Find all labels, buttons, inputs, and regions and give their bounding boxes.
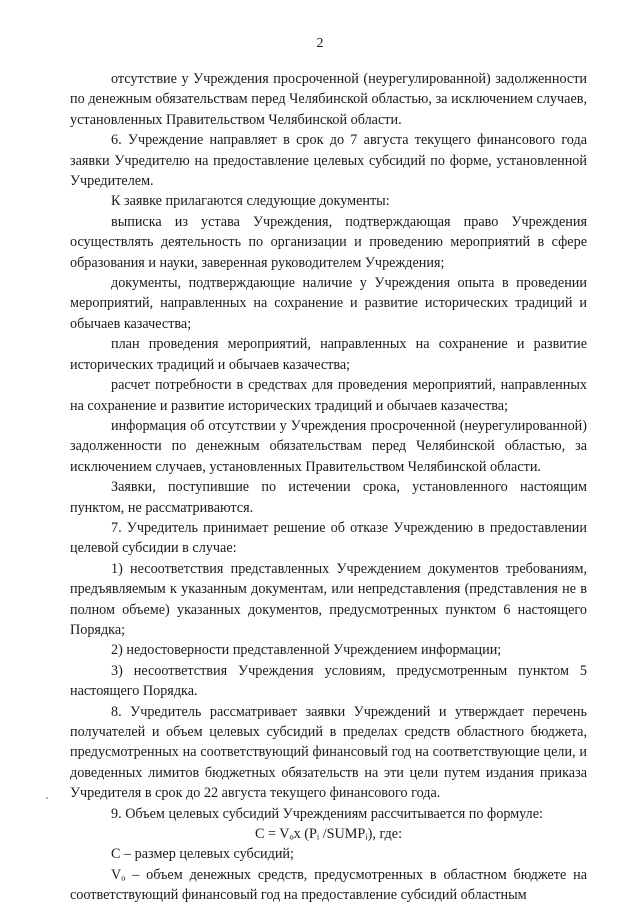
- paragraph-attachments-intro: К заявке прилагаются следующие документы:: [111, 193, 390, 210]
- paragraph-debt-condition: отсутствие у Учреждения просроченной (неурегулированной) задолженности по денежным обязательствам перед Челябинской областью, за исключением случаев, установленных Правительством Челябинской области.: [70, 71, 587, 128]
- paragraph-event-plan: план проведения мероприятий, направленных на сохранение и развитие исторических традиций и обычаев казачества;: [70, 336, 587, 373]
- paragraph-item-7: 7. Учредитель принимает решение об отказе Учреждению в предоставлении целевой субсидии в случае:: [70, 519, 587, 557]
- paragraph-debt-info: информация об отсутствии у Учреждения просроченной (неурегулированной) задолженности по денежным обязательствам перед Челябинской областью, за исключением случаев, установленных Правительством Челябинской области.: [70, 417, 587, 475]
- paragraph-definition-vo: Vₒ – объем денежных средств, предусмотренных в областном бюджете на соответствующий финансовый год на предоставление субсидий областным: [70, 866, 587, 904]
- paragraph-funding-calc: расчет потребности в средствах для проведения мероприятий, направленных на сохранение и развитие исторических традиций и обычаев казачества;: [70, 377, 587, 414]
- paragraph-item-8: 8. Учредитель рассматривает заявки Учреждений и утверждает перечень получателей и объем целевых субсидий в пределах средств областного бюджета, предусмотренных на соответствующий финансовый год на соответствующие цели, и доведенных лимитов бюджетных обязательств на эти цели путем издания приказа Учредителя в срок до 22 августа текущего финансового года.: [70, 703, 587, 802]
- scan-speck: [46, 797, 48, 799]
- page-number: 2: [316, 36, 324, 51]
- paragraph-definition-c: C – размер целевых субсидий;: [111, 846, 294, 863]
- paragraph-refusal-2: 2) недостоверности представленной Учреждением информации;: [111, 642, 502, 659]
- paragraph-refusal-3: 3) несоответствия Учреждения условиям, предусмотренным пунктом 5 настоящего Порядка.: [70, 662, 587, 700]
- paragraph-item-9: 9. Объем целевых субсидий Учреждениям рассчитывается по формуле:: [111, 805, 543, 822]
- paragraph-charter-extract: выписка из устава Учреждения, подтверждающая право Учреждения осуществлять деятельность по организации и проведению мероприятий в сфере образования и науки, заверенная руководителем Учреждения;: [70, 213, 587, 271]
- paragraph-refusal-1: 1) несоответствия представленных Учреждением документов требованиям, предъявляемым к указанным документам, или непредставления (представления не в полном объеме) указанных документов, предусмотренных пунктом 6 настоящего Порядка;: [70, 560, 587, 638]
- document-body: [70, 69, 587, 906]
- paragraph-item-6: 6. Учреждение направляет в срок до 7 августа текущего финансового года заявки Учредителю на предоставление целевых субсидий по форме, установленной Учредителем.: [70, 132, 587, 190]
- paragraph-late-applications: Заявки, поступившие по истечении срока, установленного настоящим пунктом, не рассматриваются.: [70, 479, 587, 516]
- paragraph-experience-docs: документы, подтверждающие наличие у Учреждения опыта в проведении мероприятий, направленных на сохранение и развитие исторических традиций и обычаев казачества;: [70, 275, 587, 332]
- formula: C = Vₒx (Pᵢ /SUMPᵢ), где:: [254, 826, 403, 843]
